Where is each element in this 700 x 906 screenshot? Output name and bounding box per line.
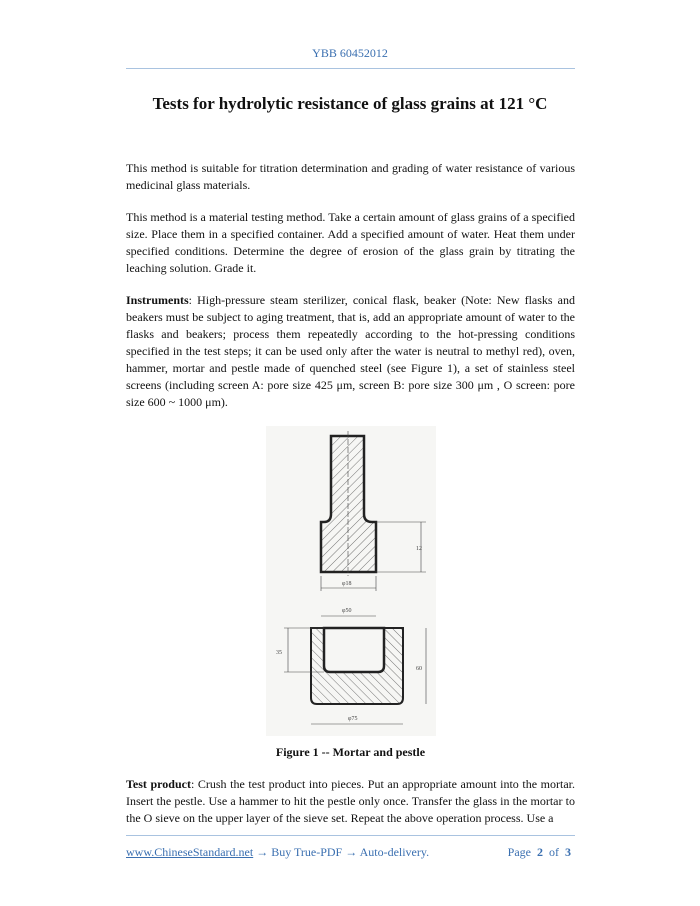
footer-link[interactable]: www.ChineseStandard.net [126, 845, 254, 859]
outer-diameter-label: φ75 [347, 716, 357, 722]
footer [126, 845, 575, 860]
page-word: Page [507, 845, 531, 859]
page-title: Tests for hydrolytic resistance of glass grains at 121 °C [152, 94, 548, 113]
page-number: 2 [537, 845, 543, 859]
page-indicator [508, 845, 571, 860]
of-word: of [549, 845, 559, 859]
paragraph: This method is suitable for titration determination and grading of water resistance of various medicinal glass materials. [126, 161, 575, 192]
inner-diameter-label: φ50 [341, 608, 351, 614]
document-body [126, 160, 575, 842]
figure-caption: Figure 1 -- Mortar and pestle [275, 745, 426, 759]
page-total: 3 [565, 845, 571, 859]
header-code: YBB 60452012 [312, 46, 388, 60]
pestle-height-label: 12 [415, 546, 422, 552]
test-product-text: : Crush the test product into pieces. Put an appropriate amount into the mortar. Insert the pestle. Use a hammer to hit the pestle only once. Transfer the glass in the mortar to the O sieve on the upper layer of the sieve set. Repeat the above operation process. Use a [126, 777, 575, 825]
instruments-text: : High-pressure steam sterilizer, conical flask, beaker (Note: New flasks and beakers must be subject to aging treatment, that is, add an appropriate amount of water to the flasks and beakers; process them repeatedly according to the hot-pressing conditions specified in the test steps; it can be used only after the water is neutral to methyl red), oven, hammer, mortar and pestle made of quenched steel (see Figure 1), a set of stainless steel screens (including screen A: pore size 425 μm, screen B: pore size 300 μm , O screen: pore size 600 ~ 1000 μm). [126, 293, 575, 409]
footer-text: → Buy True-PDF → Auto-delivery. [253, 845, 430, 859]
test-product-label: Test product [126, 777, 191, 791]
test-product-paragraph [126, 776, 575, 827]
pestle-diameter-label: φ18 [341, 581, 351, 587]
paragraph: This method is a material testing method. Take a certain amount of glass grains of a specified size. Place them in a specified container. Add a specified amount of water. Heat them under specified conditions. Determine the degree of erosion of the glass grain by titrating the leaching solution. Grade it. [126, 210, 575, 275]
instruments-paragraph [126, 292, 575, 411]
footer-divider [126, 835, 575, 836]
outer-height-label: 60 [415, 666, 422, 672]
instruments-label: Instruments [126, 293, 189, 307]
mortar-pestle-figure [266, 426, 436, 736]
header-divider [126, 68, 575, 69]
inner-height-label: 35 [275, 650, 282, 656]
